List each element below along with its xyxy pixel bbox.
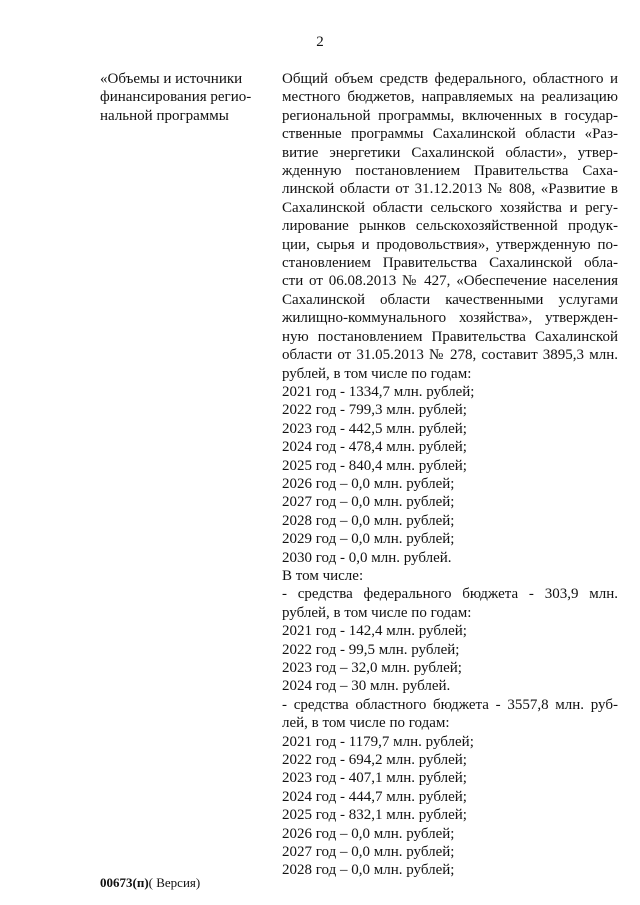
section-heading bbox=[100, 70, 270, 125]
regional-line: - средства областного бюджета - 3557,8 млн. руб- bbox=[282, 696, 618, 713]
total-year-line: 2029 год – 0,0 млн. рублей; bbox=[282, 531, 455, 548]
federal-line: рублей, в том числе по годам: bbox=[282, 604, 472, 621]
intro-line: жденную постановлением Правительства Саха- bbox=[282, 163, 618, 180]
intro-line: ную постановлением Правительства Сахалинской bbox=[282, 328, 618, 345]
regional-year-line: 2022 год - 694,2 млн. рублей; bbox=[282, 752, 467, 769]
intro-line: региональной программы, включенных в государ- bbox=[282, 107, 618, 124]
including-label: В том числе: bbox=[282, 567, 364, 584]
intro-line: ственные программы Сахалинской области «Раз- bbox=[282, 126, 618, 143]
heading-line: «Объемы и источники bbox=[100, 71, 243, 87]
intro-line: витие энергетики Сахалинской области», утвер- bbox=[282, 144, 618, 161]
intro-line: сти от 06.08.2013 № 427, «Обеспечение населения bbox=[282, 273, 618, 290]
document-version: ( Версия) bbox=[148, 875, 201, 890]
intro-line: жилищно-коммунального хозяйства», утвержден- bbox=[282, 310, 618, 327]
regional-year-line: 2025 год - 832,1 млн. рублей; bbox=[282, 807, 467, 824]
federal-year-line: 2023 год – 32,0 млн. рублей; bbox=[282, 660, 462, 676]
intro-line: линской области от 31.12.2013 № 808, «Развитие в bbox=[282, 181, 618, 198]
intro-line: местного бюджетов, направляемых на реализацию bbox=[282, 89, 618, 106]
funding-text bbox=[282, 70, 618, 880]
intro-line: области от 31.05.2013 № 278, составит 3895,3 млн. bbox=[282, 347, 618, 364]
intro-line: Общий объем средств федерального, областного и bbox=[282, 71, 618, 87]
total-year-line: 2026 год – 0,0 млн. рублей; bbox=[282, 475, 455, 492]
total-year-line: 2027 год – 0,0 млн. рублей; bbox=[282, 494, 455, 511]
page-number: 2 bbox=[316, 34, 324, 50]
regional-year-line: 2021 год - 1179,7 млн. рублей; bbox=[282, 733, 474, 750]
total-year-line: 2028 год – 0,0 млн. рублей; bbox=[282, 512, 455, 529]
total-year-line: 2030 год - 0,0 млн. рублей. bbox=[282, 549, 452, 566]
regional-year-line: 2026 год – 0,0 млн. рублей; bbox=[282, 825, 455, 842]
regional-year-line: 2027 год – 0,0 млн. рублей; bbox=[282, 844, 455, 861]
total-year-line: 2022 год - 799,3 млн. рублей; bbox=[282, 402, 467, 419]
document-footer bbox=[100, 875, 200, 891]
document-code: 00673(п) bbox=[100, 875, 149, 890]
federal-year-line: 2022 год - 99,5 млн. рублей; bbox=[282, 641, 460, 658]
federal-year-line: 2024 год – 30 млн. рублей. bbox=[282, 678, 451, 695]
total-year-line: 2024 год - 478,4 млн. рублей; bbox=[282, 439, 467, 456]
regional-year-line: 2023 год - 407,1 млн. рублей; bbox=[282, 770, 467, 787]
intro-line: лирование рынков сельскохозяйственной продук- bbox=[282, 218, 618, 235]
total-year-line: 2021 год - 1334,7 млн. рублей; bbox=[282, 383, 475, 400]
regional-year-line: 2028 год – 0,0 млн. рублей; bbox=[282, 862, 455, 879]
regional-year-line: 2024 год - 444,7 млн. рублей; bbox=[282, 788, 467, 805]
federal-line: - средства федерального бюджета - 303,9 млн. bbox=[282, 586, 618, 603]
heading-line: нальной программы bbox=[100, 107, 229, 124]
intro-line: Сахалинской области сельского хозяйства и регу- bbox=[282, 199, 618, 216]
intro-line: ции, сырья и продовольствия», утвержденную по- bbox=[282, 236, 618, 253]
total-year-line: 2023 год - 442,5 млн. рублей; bbox=[282, 420, 467, 437]
intro-line: рублей, в том числе по годам: bbox=[282, 365, 472, 382]
federal-year-line: 2021 год - 142,4 млн. рублей; bbox=[282, 623, 467, 640]
intro-line: Сахалинской области качественными услугами bbox=[282, 291, 618, 308]
intro-line: становлением Правительства Сахалинской обла- bbox=[282, 255, 618, 272]
regional-line: лей, в том числе по годам: bbox=[282, 715, 450, 732]
total-year-line: 2025 год - 840,4 млн. рублей; bbox=[282, 457, 467, 474]
heading-line: финансирования регио- bbox=[100, 89, 252, 106]
